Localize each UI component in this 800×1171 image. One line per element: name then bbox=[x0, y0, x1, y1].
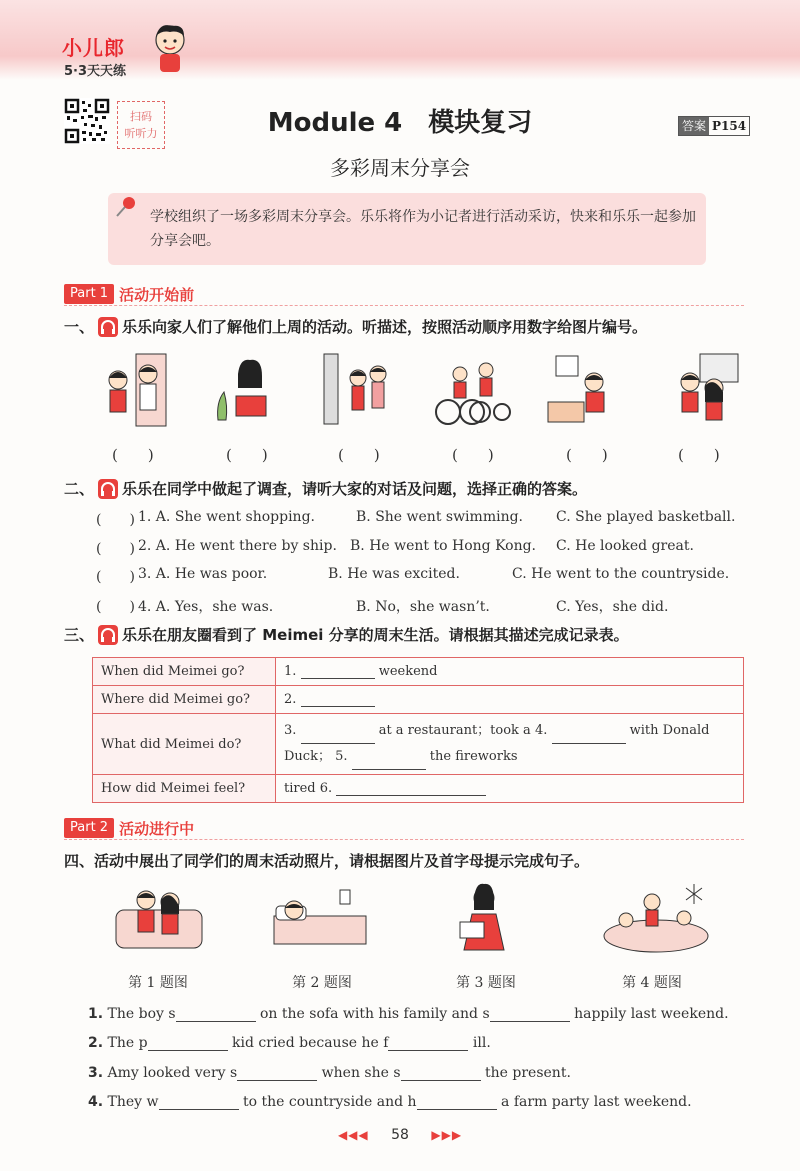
sentence-number: 3. bbox=[88, 1065, 104, 1081]
answer-label: 答案 bbox=[679, 117, 709, 135]
q1-answer-2[interactable]: ( ) bbox=[226, 446, 268, 464]
table-question: How did Meimei feel? bbox=[93, 775, 276, 803]
q4-heading bbox=[64, 850, 589, 871]
sentence-text: the present. bbox=[485, 1065, 571, 1081]
q3-number: 三、 bbox=[64, 626, 95, 644]
q2-option-3b: B. He was excited. bbox=[328, 566, 460, 582]
sentence-text: to the countryside and bbox=[242, 1094, 404, 1110]
sentence-text: on the sofa with his family and bbox=[260, 1006, 478, 1022]
q4-number: 四、 bbox=[64, 852, 95, 870]
blank-3[interactable] bbox=[301, 729, 375, 744]
q2-option-1a: 1. A. She went shopping. bbox=[138, 509, 315, 525]
q2-paren-1[interactable]: ( ) bbox=[96, 512, 135, 528]
blank-s1-1[interactable] bbox=[176, 1007, 256, 1022]
intro-text: 学校组织了一场多彩周末分享会。乐乐将作为小记者进行活动采访，快来和乐乐一起参加分享会吧。 bbox=[150, 209, 696, 249]
q4-instruction: 活动中展出了同学们的周末活动照片，请根据图片及首字母提示完成句子。 bbox=[94, 852, 590, 870]
sentence-text: a farm party last weekend. bbox=[501, 1094, 692, 1110]
q1-answer-3[interactable]: ( ) bbox=[338, 446, 380, 464]
hint-letter: w bbox=[146, 1094, 159, 1110]
q2-option-3c: C. He went to the countryside. bbox=[512, 566, 730, 582]
table-row bbox=[93, 686, 744, 714]
q4-sentence-4 bbox=[88, 1094, 692, 1110]
part2-label: Part 2 bbox=[64, 818, 114, 838]
hint-letter: s bbox=[168, 1006, 176, 1022]
page-footer bbox=[0, 1127, 800, 1143]
q1-number: 一、 bbox=[64, 318, 95, 336]
divider bbox=[64, 305, 744, 307]
blank-s1-2[interactable] bbox=[490, 1007, 570, 1022]
q1-answer-4[interactable]: ( ) bbox=[452, 446, 494, 464]
hint-letter: p bbox=[138, 1035, 148, 1051]
sentence-number: 4. bbox=[88, 1094, 104, 1110]
page-title: Module 4 模块复习 bbox=[267, 108, 533, 138]
q2-option-4a: 4. A. Yes，she was. bbox=[138, 599, 274, 615]
blank-s2-2[interactable] bbox=[388, 1036, 468, 1051]
hint-letter: h bbox=[407, 1094, 417, 1110]
q2-option-2c: C. He looked great. bbox=[556, 538, 694, 554]
q4-caption-4: 第 4 题图 bbox=[622, 975, 682, 991]
sentence-text: The boy bbox=[107, 1006, 164, 1022]
sentence-text: The bbox=[107, 1035, 135, 1051]
q4-picture-3 bbox=[432, 880, 532, 960]
q2-instruction: 乐乐在同学中做起了调查，请听大家的对话及问题，选择正确的答案。 bbox=[122, 480, 588, 498]
table-answer-cell bbox=[276, 686, 744, 714]
blank-s3-2[interactable] bbox=[401, 1066, 481, 1081]
q2-option-2b: B. He went to Hong Kong. bbox=[350, 538, 537, 554]
cell-text: at a restaurant；took a bbox=[378, 723, 531, 738]
part2-tag bbox=[64, 818, 194, 838]
part1-tag bbox=[64, 284, 194, 304]
table-answer-cell bbox=[276, 714, 744, 775]
blank-number: 6. bbox=[319, 781, 333, 796]
q2-heading bbox=[64, 478, 587, 499]
q4-caption-2: 第 2 题图 bbox=[292, 975, 352, 991]
right-arrows-icon: ▶▶▶ bbox=[431, 1128, 463, 1142]
part2-title: 活动进行中 bbox=[119, 819, 195, 838]
q4-picture-1 bbox=[108, 880, 208, 960]
q1-instruction: 乐乐向家人们了解他们上周的活动。听描述，按照活动顺序用数字给图片编号。 bbox=[122, 318, 648, 336]
cell-text: Duck； bbox=[284, 749, 331, 764]
q1-picture-2 bbox=[210, 352, 286, 428]
blank-4[interactable] bbox=[552, 729, 626, 744]
q1-picture-1 bbox=[96, 352, 176, 428]
q4-caption-1: 第 1 题图 bbox=[128, 975, 188, 991]
q2-paren-2[interactable]: ( ) bbox=[96, 541, 135, 557]
blank-2[interactable] bbox=[301, 692, 375, 707]
sentence-number: 2. bbox=[88, 1035, 104, 1051]
q1-answer-1[interactable]: ( ) bbox=[112, 446, 154, 464]
sentence-text: ill. bbox=[472, 1035, 491, 1051]
table-question: Where did Meimei go? bbox=[93, 686, 276, 714]
hint-letter: s bbox=[393, 1065, 401, 1081]
q2-paren-4[interactable]: ( ) bbox=[96, 599, 135, 615]
page-number: 58 bbox=[391, 1127, 409, 1143]
q2-number: 二、 bbox=[64, 480, 95, 498]
divider bbox=[64, 839, 744, 841]
sentence-text: when she bbox=[321, 1065, 389, 1081]
hint-letter: s bbox=[230, 1065, 238, 1081]
q4-caption-3: 第 3 题图 bbox=[456, 975, 516, 991]
blank-5[interactable] bbox=[352, 755, 426, 770]
q1-picture-4 bbox=[432, 352, 512, 428]
headphones-icon[interactable] bbox=[98, 317, 118, 337]
mascot-illustration bbox=[150, 22, 190, 74]
q4-sentence-3 bbox=[88, 1065, 571, 1081]
hint-letter: f bbox=[383, 1035, 389, 1051]
part1-title: 活动开始前 bbox=[119, 285, 195, 304]
cell-text: with Donald bbox=[629, 723, 710, 738]
sentence-text: Amy looked very bbox=[107, 1065, 226, 1081]
listen-text: 听听力 bbox=[124, 127, 158, 140]
q3-instruction: 乐乐在朋友圈看到了 Meimei 分享的周末生活。请根据其描述完成记录表。 bbox=[122, 626, 629, 644]
q4-picture-4 bbox=[596, 880, 716, 960]
table-row bbox=[93, 775, 744, 803]
left-arrows-icon: ◀◀◀ bbox=[337, 1128, 369, 1142]
q2-option-2a: 2. A. He went there by ship. bbox=[138, 538, 337, 554]
q2-option-1c: C. She played basketball. bbox=[556, 509, 736, 525]
blank-s4-2[interactable] bbox=[417, 1095, 497, 1110]
q1-heading bbox=[64, 316, 647, 337]
q2-option-4b: B. No，she wasn’t. bbox=[356, 599, 490, 615]
headphones-icon[interactable] bbox=[98, 479, 118, 499]
table-question: When did Meimei go? bbox=[93, 658, 276, 686]
blank-number: 5. bbox=[335, 749, 348, 764]
table-row bbox=[93, 658, 744, 686]
q2-paren-3[interactable]: ( ) bbox=[96, 569, 135, 585]
q2-option-1b: B. She went swimming. bbox=[356, 509, 523, 525]
q4-picture-2 bbox=[270, 880, 370, 960]
pushpin-icon bbox=[113, 194, 139, 220]
scan-text: 扫码 bbox=[130, 110, 152, 123]
blank-number: 2. bbox=[284, 692, 297, 707]
blank-number: 3. bbox=[284, 723, 297, 738]
answer-page: P154 bbox=[712, 119, 747, 133]
sentence-text: kid cried because he bbox=[232, 1035, 379, 1051]
blank-s4-1[interactable] bbox=[159, 1095, 239, 1110]
brand-subtitle: 5·3天天练 bbox=[64, 64, 127, 79]
q1-picture-5 bbox=[546, 352, 622, 428]
headphones-icon[interactable] bbox=[98, 625, 118, 645]
q2-option-3a: 3. A. He was poor. bbox=[138, 566, 268, 582]
page-subtitle: 多彩周末分享会 bbox=[330, 156, 470, 180]
sentence-number: 1. bbox=[88, 1006, 104, 1022]
sentence-text: They bbox=[107, 1094, 143, 1110]
table-question: What did Meimei do? bbox=[93, 714, 276, 775]
q4-sentence-2 bbox=[88, 1035, 491, 1051]
brand-logo: 小儿郎 bbox=[62, 36, 125, 60]
q4-sentence-1 bbox=[88, 1006, 729, 1022]
blank-number: 1. bbox=[284, 664, 297, 679]
q3-heading bbox=[64, 624, 629, 645]
blank-1[interactable] bbox=[301, 664, 375, 679]
blank-number: 4. bbox=[534, 723, 548, 738]
table-answer-cell bbox=[276, 658, 744, 686]
q1-picture-6 bbox=[660, 352, 740, 428]
part1-label: Part 1 bbox=[64, 284, 114, 304]
cell-text: tired bbox=[284, 781, 316, 796]
q1-picture-3 bbox=[322, 352, 402, 428]
blank-s2-1[interactable] bbox=[148, 1036, 228, 1051]
q1-answer-6[interactable]: ( ) bbox=[678, 446, 720, 464]
q2-option-4c: C. Yes，she did. bbox=[556, 599, 669, 615]
sentence-text: happily last weekend. bbox=[574, 1006, 729, 1022]
table-answer-cell bbox=[276, 775, 744, 803]
table-row bbox=[93, 714, 744, 775]
blank-s3-1[interactable] bbox=[237, 1066, 317, 1081]
cell-text: weekend bbox=[378, 664, 438, 679]
blank-6[interactable] bbox=[336, 781, 486, 796]
cell-text: the fireworks bbox=[429, 749, 518, 764]
answer-badge bbox=[678, 116, 750, 136]
record-table bbox=[92, 657, 744, 803]
hint-letter: s bbox=[482, 1006, 490, 1022]
q1-answer-5[interactable]: ( ) bbox=[566, 446, 608, 464]
